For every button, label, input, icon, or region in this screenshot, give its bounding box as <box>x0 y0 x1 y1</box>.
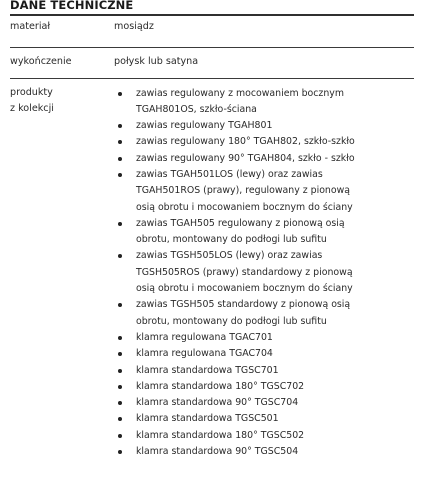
bullet-icon <box>118 173 122 177</box>
list-item-text: zawias regulowany TGAH801 <box>136 120 273 132</box>
list-item-text: klamra standardowa 180° TGSC702 <box>136 380 305 392</box>
list-item-text: zawias TGAH501LOS (lewy) oraz zawias TGAH501ROS (prawy), regulowany z pionową osią obrotu i mocowaniem bocznym do ściany <box>136 168 353 213</box>
bullet-icon <box>118 417 122 421</box>
bullet-icon <box>118 336 122 340</box>
products-label-line1: produkty <box>10 86 53 98</box>
row-finish <box>10 48 414 78</box>
list-item-text: klamra standardowa TGSC501 <box>136 413 279 425</box>
bullet-icon <box>118 140 122 144</box>
bullet-icon <box>118 434 122 438</box>
list-item <box>114 134 362 150</box>
list-item-text: klamra standardowa 90° TGSC504 <box>136 446 299 458</box>
bullet-icon <box>118 401 122 405</box>
bullet-icon <box>118 254 122 258</box>
list-item <box>114 444 362 460</box>
list-item <box>114 151 362 167</box>
list-item-text: zawias regulowany 90° TGAH804, szkło - szkło <box>136 152 355 164</box>
bullet-icon <box>118 352 122 356</box>
finish-label: wykończenie <box>10 55 72 67</box>
list-item-text: zawias TGSH505 standardowy z pionową osią obrotu, montowany do podłogi lub sufitu <box>136 299 351 327</box>
list-item-text: zawias TGSH505LOS (lewy) oraz zawias TGSH505ROS (prawy) standardowy z pionową osią obrotu i mocowaniem bocznym do ściany <box>136 250 353 295</box>
finish-value: połysk lub satyna <box>114 55 199 67</box>
list-item-text: klamra regulowana TGAC704 <box>136 348 273 360</box>
list-item-text: zawias TGAH505 regulowany z pionową osią obrotu, montowany do podłogi lub sufitu <box>136 217 345 246</box>
list-item <box>114 411 362 427</box>
list-item <box>114 428 362 444</box>
list-item <box>114 395 362 411</box>
bullet-icon <box>118 303 122 307</box>
list-item <box>114 216 362 249</box>
bullet-icon <box>118 124 122 128</box>
list-item-text: klamra standardowa 180° TGSC502 <box>136 429 305 441</box>
list-item <box>114 379 362 395</box>
list-item <box>114 86 362 119</box>
list-item-text: zawias regulowany 180° TGAH802, szkło-szkło <box>136 136 355 148</box>
section-title: DANE TECHNICZNE <box>10 0 134 12</box>
list-item <box>114 248 362 297</box>
row-material <box>10 16 414 47</box>
products-label-line2: z kolekcji <box>10 102 54 114</box>
material-value: mosiądz <box>114 20 154 32</box>
list-item <box>114 330 362 346</box>
list-item <box>114 167 362 216</box>
bullet-icon <box>118 222 122 226</box>
list-item-text: klamra standardowa 90° TGSC704 <box>136 397 299 409</box>
tech-data-section <box>10 0 414 458</box>
bullet-icon <box>118 369 122 373</box>
material-label: materiał <box>10 20 51 32</box>
list-item <box>114 297 362 330</box>
list-item-text: zawias regulowany z mocowaniem bocznym TGAH801OS, szkło-ściana <box>136 87 344 115</box>
list-item-text: klamra regulowana TGAC701 <box>136 331 273 343</box>
list-item <box>114 346 362 362</box>
products-list <box>114 86 362 461</box>
row-divider <box>10 78 414 79</box>
products-label <box>10 85 114 118</box>
list-item-text: klamra standardowa TGSC701 <box>136 364 279 376</box>
list-item <box>114 118 362 134</box>
bullet-icon <box>118 450 122 454</box>
bullet-icon <box>118 157 122 161</box>
list-item <box>114 363 362 379</box>
bullet-icon <box>118 385 122 389</box>
bullet-icon <box>118 92 122 96</box>
